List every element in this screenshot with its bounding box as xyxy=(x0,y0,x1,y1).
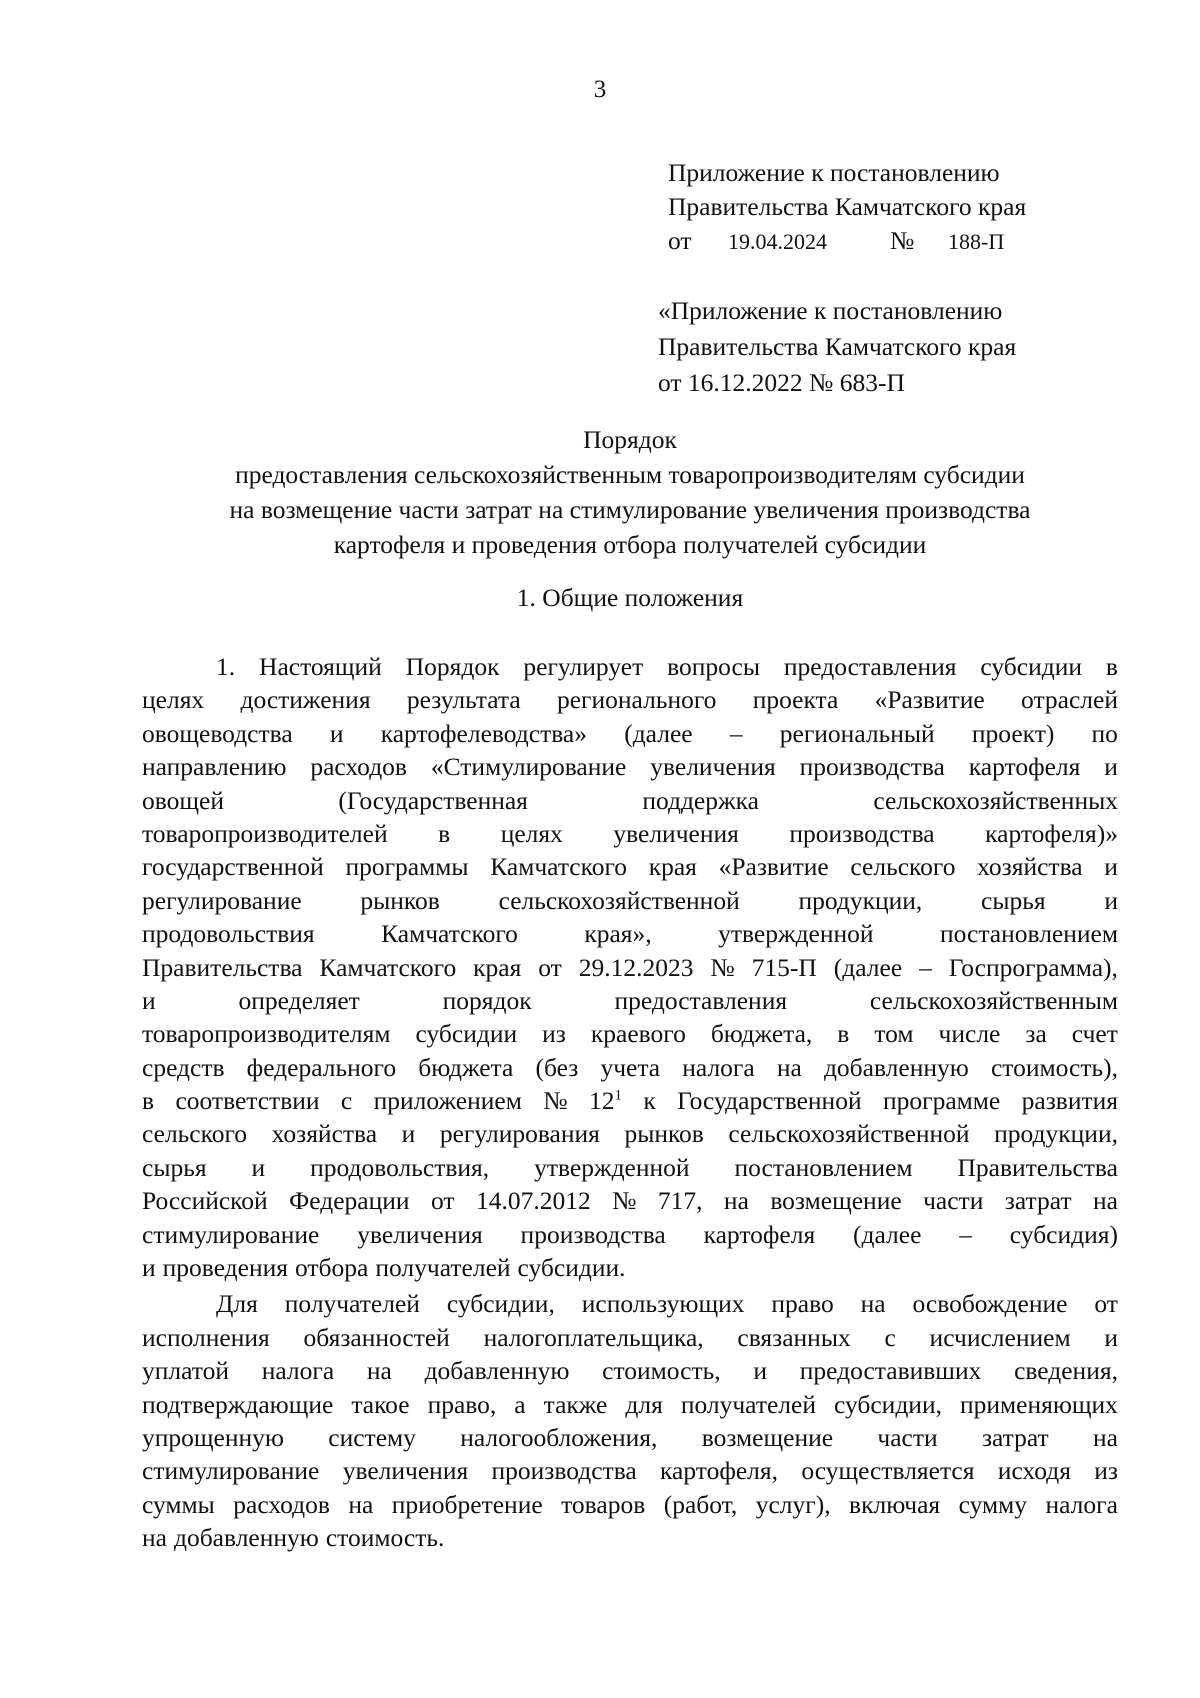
text-line: 1. Настоящий Порядок регулирует вопросы предоставления субсидии в xyxy=(216,652,1118,681)
title-line: на возмещение части затрат на стимулирование увеличения производства xyxy=(229,495,1031,524)
page-number: 3 xyxy=(593,76,607,103)
previous-appendix-line: от 16.12.2022 № 683-П xyxy=(658,368,905,397)
paragraph-2 xyxy=(142,1287,1118,1554)
body-text xyxy=(142,650,1118,1555)
paragraph-1 xyxy=(142,650,1118,1284)
text-line: Российской Федерации от 14.07.2012 № 717, на возмещение части затрат на xyxy=(142,1186,1118,1216)
text-line: Для получателей субсидии, использующих право на освобождение от xyxy=(216,1289,1118,1319)
title-line: Порядок xyxy=(583,425,677,454)
approval-date: 19.04.2024 xyxy=(728,229,827,254)
text-line: овощеводства и картофелеводства» (далее – региональный проект) по xyxy=(142,718,1118,748)
text-line: сырья и продовольствия, утвержденной постановлением Правительства xyxy=(142,1152,1118,1182)
text-line: на добавленную стоимость. xyxy=(142,1523,445,1553)
title-line: предоставления сельскохозяйственным товаропроизводителям субсидии xyxy=(235,460,1025,489)
approval-number: 188-П xyxy=(948,229,1005,254)
text-line: направлению расходов «Стимулирование увеличения производства картофеля и xyxy=(142,752,1118,782)
approval-block xyxy=(668,156,1026,259)
text-line: продовольствия Камчатского края», утвержденной постановлением xyxy=(142,919,1118,949)
text-line: регулирование рынков сельскохозяйственной продукции, сырья и xyxy=(142,885,1118,915)
text-line: суммы расходов на приобретение товаров (работ, услуг), включая сумму налога xyxy=(142,1489,1118,1519)
text-line: и определяет порядок предоставления сельскохозяйственным xyxy=(142,985,1118,1015)
text-line: исполнения обязанностей налогоплательщика, связанных с исчислением и xyxy=(142,1322,1118,1352)
text-line: государственной программы Камчатского края «Развитие сельского хозяйства и xyxy=(142,852,1118,882)
text-line: уплатой налога на добавленную стоимость, и предоставивших сведения, xyxy=(142,1356,1118,1386)
text-line: и проведения отбора получателей субсидии. xyxy=(142,1253,626,1283)
text-line: в соответствии с приложением № $12^1$ к Государственной программе развития xyxy=(142,1086,1118,1116)
approval-number-label: № xyxy=(890,226,915,255)
title-line: картофеля и проведения отбора получателей субсидии xyxy=(333,530,927,559)
text-line: сельского хозяйства и регулирования рынков сельскохозяйственной продукции, xyxy=(142,1119,1118,1149)
approval-from-label: от xyxy=(668,226,692,255)
text-line: упрощенную систему налогообложения, возмещение части затрат на xyxy=(142,1422,1118,1452)
text-line: целях достижения результата регионального проекта «Развитие отраслей xyxy=(142,685,1118,715)
text-line: товаропроизводителям субсидии из краевого бюджета, в том числе за счет xyxy=(142,1019,1118,1049)
text-line: подтверждающие такое право, а также для получателей субсидии, применяющих xyxy=(142,1389,1118,1419)
text-line: стимулирование увеличения производства картофеля, осуществляется исходя из xyxy=(142,1456,1118,1486)
previous-appendix-line: «Приложение к постановлению xyxy=(658,296,1003,325)
approval-line: Приложение к постановлению xyxy=(668,158,1000,187)
previous-appendix-block xyxy=(658,293,1016,401)
text-line: овощей (Государственная поддержка сельскохозяйственных xyxy=(142,785,1118,815)
text-line: средств федерального бюджета (без учета налога на добавленную стоимость), xyxy=(142,1052,1118,1082)
footnote-superscript: 1 xyxy=(614,1087,622,1104)
approval-line: Правительства Камчатского края xyxy=(668,192,1027,221)
previous-appendix-line: Правительства Камчатского края xyxy=(658,332,1017,361)
approval-date-line xyxy=(668,224,1026,259)
text-line: товаропроизводителей в целях увеличения производства картофеля)» xyxy=(142,818,1118,848)
text-line: стимулирование увеличения производства картофеля (далее – субсидия) xyxy=(142,1219,1118,1249)
document-title xyxy=(140,422,1120,562)
text-line: Правительства Камчатского края от 29.12.2023 № 715-П (далее – Госпрограмма), xyxy=(142,952,1118,982)
section-heading: 1. Общие положения xyxy=(516,583,744,612)
